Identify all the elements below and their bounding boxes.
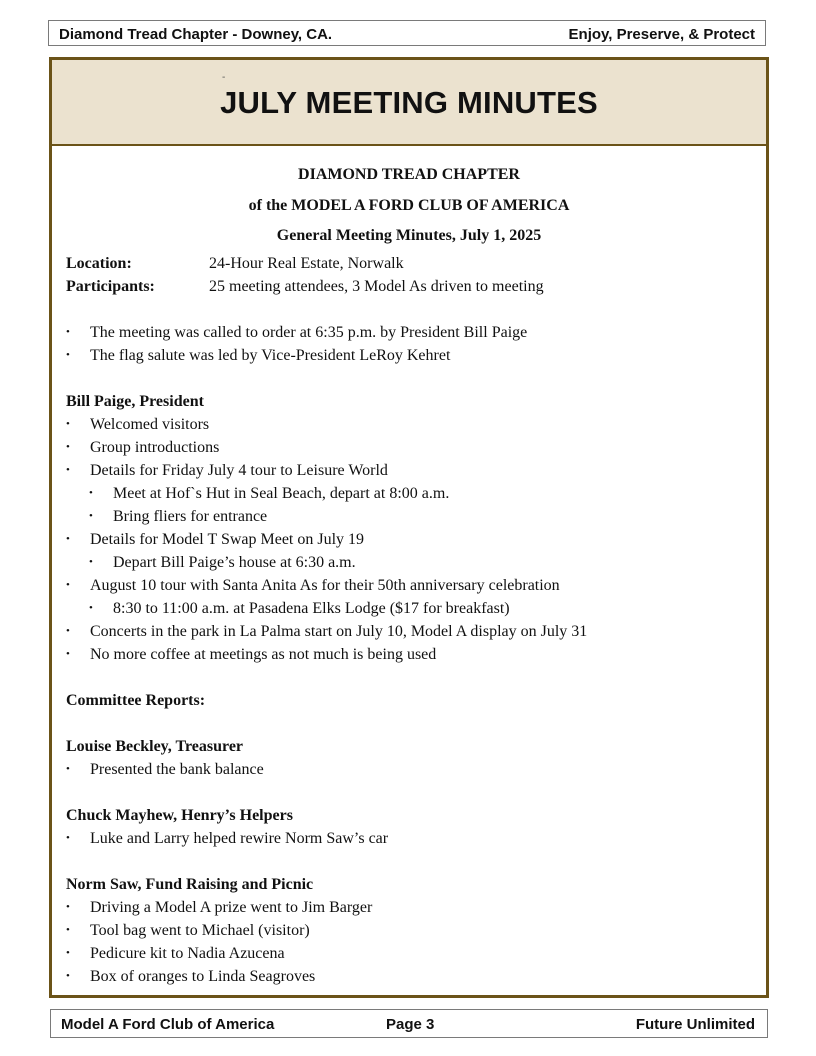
participants-label: Participants: [66, 277, 155, 295]
location-value: 24-Hour Real Estate, Norwalk [209, 254, 404, 272]
list-item: • Luke and Larry helped rewire Norm Saw’s car [52, 827, 766, 850]
bullet-icon: • [89, 486, 93, 499]
list-item: • The flag salute was led by Vice-President LeRoy Kehret [52, 344, 766, 367]
list-item: • August 10 tour with Santa Anita As for their 50th anniversary celebration [52, 574, 766, 597]
sub-list-item: • Meet at Hof`s Hut in Seal Beach, depart at 8:00 a.m. [52, 482, 766, 505]
bullet-icon: • [89, 509, 93, 522]
bullet-icon: • [66, 417, 70, 430]
bullet-icon: • [66, 969, 70, 982]
title-banner [52, 60, 766, 146]
header-motto: Enjoy, Preserve, & Protect [568, 26, 755, 43]
bullet-icon: • [66, 578, 70, 591]
bullet-icon: • [66, 647, 70, 660]
minutes-body [52, 146, 766, 988]
header-chapter: Diamond Tread Chapter - Downey, CA. [59, 26, 333, 43]
list-item: • Details for Model T Swap Meet on July 19 [52, 528, 766, 551]
bullet-icon: • [66, 900, 70, 913]
treasurer-heading: Louise Beckley, Treasurer [66, 737, 244, 755]
sub-list-item: • Depart Bill Paige’s house at 6:30 a.m. [52, 551, 766, 574]
title-mark: - [222, 72, 226, 83]
bullet-icon: • [66, 463, 70, 476]
bullet-icon: • [66, 348, 70, 361]
committee-heading: Committee Reports: [66, 691, 206, 709]
location-row [52, 252, 766, 275]
list-item: • Driving a Model A prize went to Jim Barger [52, 896, 766, 919]
bullet-icon: • [66, 762, 70, 775]
content-frame [49, 57, 769, 998]
list-item: • Pedicure kit to Nadia Azucena [52, 942, 766, 965]
list-item: • Welcomed visitors [52, 413, 766, 436]
list-item: • Box of oranges to Linda Seagroves [52, 965, 766, 988]
helpers-heading: Chuck Mayhew, Henry’s Helpers [66, 806, 293, 824]
bullet-icon: • [66, 831, 70, 844]
page-footer [50, 1009, 768, 1038]
page-number: Page 3 [386, 1016, 435, 1033]
list-item: • Tool bag went to Michael (visitor) [52, 919, 766, 942]
bullet-icon: • [66, 923, 70, 936]
chapter-heading: DIAMOND TREAD CHAPTER [298, 166, 520, 183]
list-item: • Details for Friday July 4 tour to Leisure World [52, 459, 766, 482]
list-item: • Concerts in the park in La Palma start on July 10, Model A display on July 31 [52, 620, 766, 643]
participants-row [52, 275, 766, 298]
bullet-icon: • [89, 555, 93, 568]
page-title: JULY MEETING MINUTES [220, 85, 598, 120]
footer-motto: Future Unlimited [635, 1016, 755, 1033]
bullet-icon: • [66, 325, 70, 338]
sub-list-item: • Bring fliers for entrance [52, 505, 766, 528]
page-header [48, 20, 766, 46]
bullet-icon: • [66, 532, 70, 545]
participants-value: 25 meeting attendees, 3 Model As driven to meeting [209, 277, 544, 295]
bullet-icon: • [66, 946, 70, 959]
list-item: • No more coffee at meetings as not much is being used [52, 643, 766, 666]
location-label: Location: [66, 254, 132, 272]
fundraising-heading: Norm Saw, Fund Raising and Picnic [66, 875, 314, 893]
list-item: • Presented the bank balance [52, 758, 766, 781]
sub-list-item: • 8:30 to 11:00 a.m. at Pasadena Elks Lodge ($17 for breakfast) [52, 597, 766, 620]
bullet-icon: • [89, 601, 93, 614]
list-item: • Group introductions [52, 436, 766, 459]
president-heading: Bill Paige, President [66, 392, 204, 410]
footer-club: Model A Ford Club of America [61, 1016, 275, 1033]
bullet-icon: • [66, 624, 70, 637]
minutes-heading: General Meeting Minutes, July 1, 2025 [276, 227, 542, 245]
bullet-icon: • [66, 440, 70, 453]
club-heading: of the MODEL A FORD CLUB OF AMERICA [248, 196, 570, 214]
list-item: • The meeting was called to order at 6:35 p.m. by President Bill Paige [52, 321, 766, 344]
